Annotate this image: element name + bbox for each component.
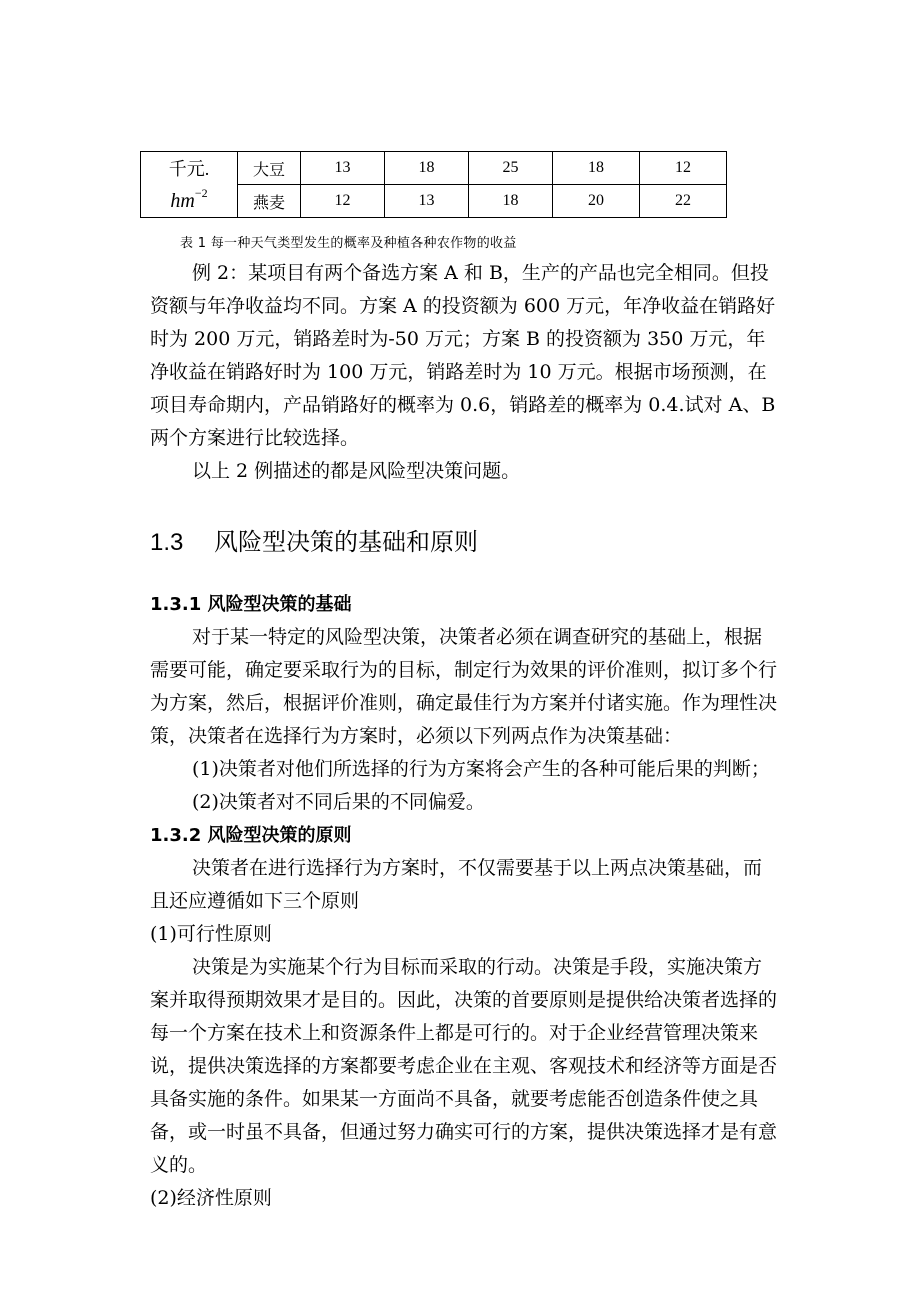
principle-1-text: 决策是为实施某个行为目标而采取的行动。决策是手段，实施决策方案并取得预期效果才是目的。因此，决策的首要原则是提供给决策者选择的每一个方案在技术上和资源条件上都是可行的。对于企业经营管理决策来说，提供决策选择的方案都要考虑企业在主观、客观技术和经济等方面是否具备实施的条件。如果某一方面尚不具备，就要考虑能否创造条件使之具备，或一时虽不具备，但通过努力确实可行的方案，提供决策选择才是有意义的。	[150, 956, 778, 1176]
crop-revenue-table	[140, 151, 727, 218]
subsection-2-intro: 决策者在进行选择行为方案时，不仅需要基于以上两点决策基础，而且还应遵循如下三个原则	[150, 857, 763, 912]
crop-name-cell: 大豆	[238, 152, 301, 185]
unit-cell	[141, 152, 238, 218]
section-title: 风险型决策的基础和原则	[214, 528, 478, 556]
table-cell: 18	[469, 185, 553, 218]
example-summary: 以上 2 例描述的都是风险型决策问题。	[192, 460, 521, 482]
table-cell: 18	[385, 152, 469, 185]
principle-2-title: (2)经济性原则	[150, 1187, 272, 1209]
subsection-1-heading: 1.3.1 风险型决策的基础	[150, 594, 352, 615]
table-cell: 12	[301, 185, 385, 218]
example-2-block	[150, 257, 780, 488]
unit-base: hm	[170, 189, 195, 212]
section-heading	[150, 522, 478, 557]
table-cell: 13	[301, 152, 385, 185]
table-cell: 25	[469, 152, 553, 185]
basis-point-2: (2)决策者对不同后果的不同偏爱。	[192, 791, 485, 813]
section-number: 1.3	[150, 529, 184, 556]
principle-1-title: (1)可行性原则	[150, 923, 272, 945]
table-cell: 12	[640, 152, 727, 185]
table-cell: 18	[553, 152, 640, 185]
table-row	[141, 152, 727, 185]
unit-label: 千元.	[168, 158, 210, 179]
section-body	[150, 588, 780, 1215]
table-cell: 20	[553, 185, 640, 218]
subsection-1-paragraph: 对于某一特定的风险型决策，决策者必须在调查研究的基础上，根据需要可能，确定要采取行为的目标，制定行为效果的评价准则，拟订多个行为方案，然后，根据评价准则，确定最佳行为方案并付诸实施。作为理性决策，决策者在选择行为方案时，必须以下列两点作为决策基础：	[150, 626, 778, 747]
crop-name-cell: 燕麦	[238, 185, 301, 218]
table-cell: 22	[640, 185, 727, 218]
unit-exponent: −2	[194, 185, 208, 200]
subsection-2-heading: 1.3.2 风险型决策的原则	[150, 825, 352, 846]
basis-point-1: (1)决策者对他们所选择的行为方案将会产生的各种可能后果的判断；	[192, 758, 770, 780]
table-caption: 表 1 每一种天气类型发生的概率及种植各种农作物的收益	[180, 236, 517, 251]
example-2-paragraph: 例 2：某项目有两个备选方案 A 和 B，生产的产品也完全相同。但投资额与年净收益均不同。方案 A 的投资额为 600 万元，年净收益在销路好时为 200 万元，销路差时为-50 万元；方案 B 的投资额为 350 万元，年净收益在销路好时为 100 万元，销路差时为 10 万元。根据市场预测，在项目寿命期内，产品销路好的概率为 0.6，销路差的概率为 0.4.试对 A、B 两个方案进行比较选择。	[150, 262, 776, 449]
unit-formula	[141, 181, 237, 213]
table-cell: 13	[385, 185, 469, 218]
